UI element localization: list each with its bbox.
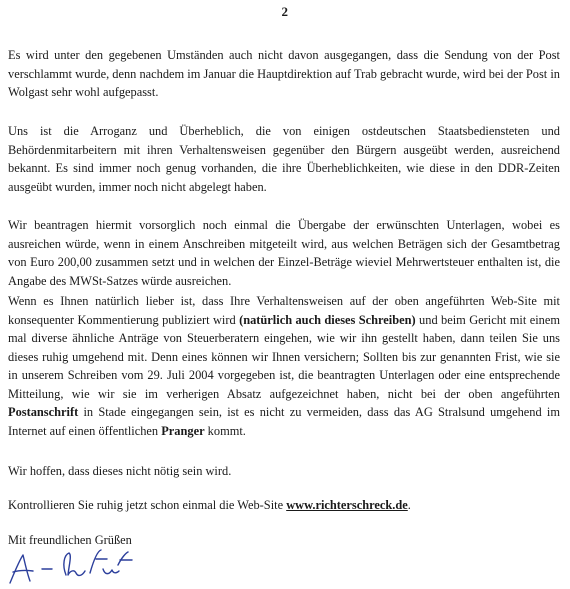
handwritten-signature <box>6 549 146 587</box>
paragraph-text: Wenn es Ihnen natürlich lieber ist, dass Ihre Verhaltensweisen auf der oben angeführten Web-Site mit konsequenter Kommentierung publiziert wird <box>8 294 560 327</box>
signature-stroke <box>118 552 128 565</box>
paragraph-request-documents: Wir beantragen hiermit vorsorglich noch einmal die Übergabe der erwünschten Unterlagen, wobei es ausreichen würde, wenn in einem Anschreiben mitgeteilt wird, aus welchen Beträgen sich der Gesamtbetrag von Euro 200,00 zusammen setzt und in welchen der Einzel-Beträge wieviel Mehrwertsteuer enthalten ist, die Angabe des MWSt-Satzes würde ausreichen. <box>8 218 560 288</box>
bold-text: (natürlich auch dieses Schreiben) <box>239 312 416 327</box>
paragraph-post-delivery: Es wird unter den gegebenen Umständen auch nicht davon ausgegangen, dass die Sendung von der Post verschlammt wurde, denn nachdem im Januar die Hauptdirektion auf Trab gebracht wurde, wird bei der Post in Wolgast sehr wohl aufgepasst. <box>8 48 560 99</box>
closing-greeting: Mit freundlichen Grüßen <box>8 533 132 547</box>
paragraph-text: kommt. <box>204 423 246 438</box>
signature-stroke <box>10 555 30 583</box>
paragraph-text: . <box>407 498 411 512</box>
paragraph-arrogance: Uns ist die Arroganz und Überheblich, die von einigen ostdeutschen Staatsbediensteten und Behördenmitarbeitern mit ihren Verhaltensweisen gegenüber den Bürgern ausgeübt werden, ausreichend bekannt. Es sind immer noch genug vorhanden, die ihre Überheblichkeiten, wie diese in den DDR-Zeiten ausgeübt wurden, immer noch nicht abgelegt haben. <box>8 124 560 194</box>
paragraph-text: in Stade eingegangen sein, ist es nicht zu vermeiden, dass das AG Stralsund umgehend im Internet auf einen öffentlichen <box>8 405 560 438</box>
paragraph-publication-warning <box>8 292 560 440</box>
signature-stroke <box>90 550 101 573</box>
paragraph-hope: Wir hoffen, dass dieses nicht nötig sein wird. <box>8 464 232 478</box>
bold-text: Pranger <box>161 423 205 438</box>
paragraph-text: und beim Gericht mit einem mal diverse ähnliche Anträge von Steuerberatern eingehen, wie wir ihn gestellt haben, dann teilen Sie uns dieses ruhig umgehend mit. Denn eines können wir Ihnen versichern; Sollten bis zur genannten Frist, wie sie in unserem Schreiben vom 29. Juli 2004 vorgegeben ist, die beantragten Unterlagen oder eine entsprechende Mitteilung, wie wir sie im verherigen Absatz aufgezeichnet haben, nicht bei der oben angeführten <box>8 312 560 401</box>
signature-stroke <box>64 553 85 575</box>
page-number: 2 <box>281 4 289 19</box>
paragraph-text: Kontrollieren Sie ruhig jetzt schon einmal die Web-Site <box>8 498 287 512</box>
bold-text: Postanschrift <box>8 405 79 419</box>
signature-stroke <box>13 570 33 572</box>
signature-stroke <box>103 569 119 574</box>
paragraph-website <box>8 496 560 515</box>
website-link[interactable]: www.richterschreck.de <box>286 498 408 512</box>
